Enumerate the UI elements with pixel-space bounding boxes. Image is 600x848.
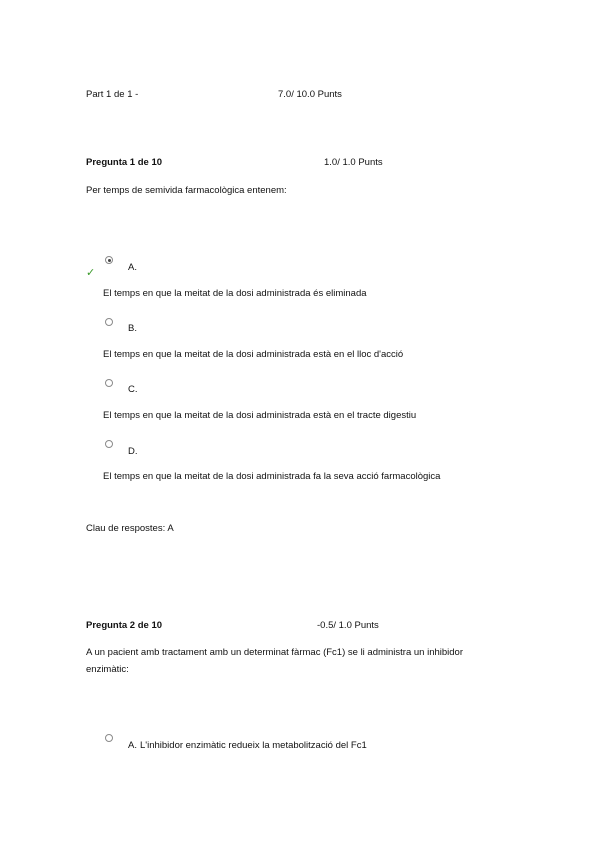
question-text-line-1: A un pacient amb tractament amb un determinat fàrmac (Fc1) se li administra un inhibidor <box>86 647 464 658</box>
option-a-text: El temps en que la meitat de la dosi administrada és eliminada <box>103 288 367 299</box>
question-score: -0.5/ 1.0 Punts <box>317 620 379 631</box>
option-a-radio[interactable] <box>105 256 113 264</box>
answer-key: Clau de respostes: A <box>86 523 174 534</box>
question-text: Per temps de semivida farmacològica entenem: <box>86 185 287 196</box>
option-a-letter: A. <box>128 262 137 273</box>
question-score: 1.0/ 1.0 Punts <box>324 157 383 168</box>
question-text-line-2: enzimàtic: <box>86 664 129 675</box>
option-b-text: El temps en que la meitat de la dosi administrada està en el lloc d'acció <box>103 349 404 360</box>
option-c-letter: C. <box>128 384 138 395</box>
option-d-radio[interactable] <box>105 440 113 448</box>
option-d-letter: D. <box>128 446 138 457</box>
part-score: 7.0/ 10.0 Punts <box>278 89 342 100</box>
option-d-text: El temps en que la meitat de la dosi administrada fa la seva acció farmacològica <box>103 471 441 482</box>
question-header: Pregunta 1 de 10 <box>86 157 163 168</box>
option-c-text: El temps en que la meitat de la dosi administrada està en el tracte digestiu <box>103 410 417 421</box>
option-c-radio[interactable] <box>105 379 113 387</box>
part-label: Part 1 de 1 - <box>86 89 139 100</box>
option-b-letter: B. <box>128 323 137 334</box>
option-a-radio[interactable] <box>105 734 113 742</box>
option-a-text: L'inhibidor enzimàtic redueix la metabolització del Fc1 <box>140 740 367 751</box>
option-b-radio[interactable] <box>105 318 113 326</box>
option-a-letter: A. <box>128 740 137 751</box>
check-icon: ✓ <box>86 267 96 279</box>
question-header: Pregunta 2 de 10 <box>86 620 163 631</box>
